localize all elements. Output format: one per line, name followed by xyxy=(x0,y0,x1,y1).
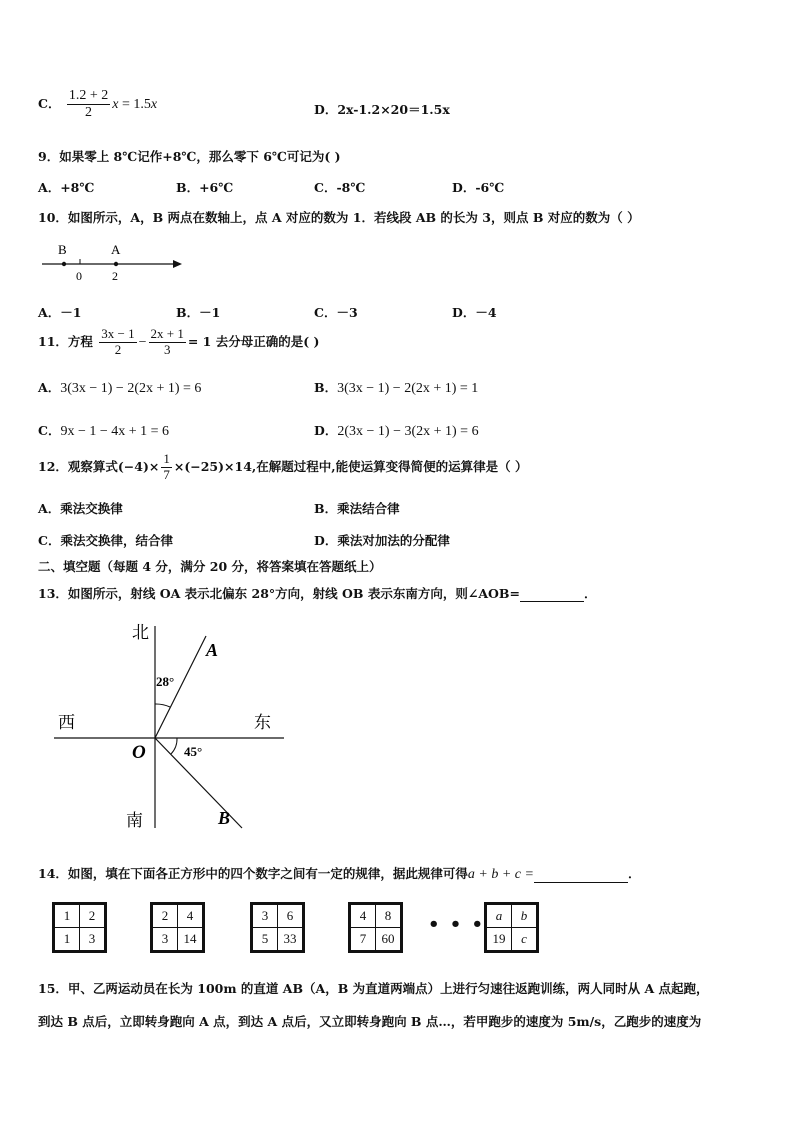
label-west: 西 xyxy=(58,713,75,732)
q15-stem-line-1: 15．甲、乙两运动员在长为 100m 的直道 AB（A，B 为直道两端点）上进行匀速往返跑训练，两人同时从 A 点起跑， xyxy=(38,981,709,996)
label-angle-45: 45° xyxy=(184,744,203,759)
label-a: A xyxy=(206,640,219,660)
q10-option-d: D．－4 xyxy=(452,305,497,320)
q9-option-a: A．+8℃ xyxy=(38,180,95,195)
q11-option-b xyxy=(314,378,478,397)
fraction-denominator: 2 xyxy=(85,105,93,121)
equation-rhs: = 1.5 xyxy=(118,97,151,113)
option-label: A． xyxy=(38,380,61,395)
q12-option-a: A．乘法交换律 xyxy=(38,501,123,516)
grid-cell: 1 xyxy=(55,905,80,928)
grid-cell: 3 xyxy=(253,905,278,928)
q10-stem: 10．如图所示，A，B 两点在数轴上，点 A 对应的数为 1．若线段 AB 的长为 3，则点 B 对应的数为（ ） xyxy=(38,210,640,225)
variable: x xyxy=(150,97,158,113)
fraction-numerator: 1 xyxy=(163,451,170,466)
grid-cell: c xyxy=(512,928,537,951)
label-a: A xyxy=(111,242,121,257)
point-a xyxy=(114,262,118,266)
fraction xyxy=(149,327,186,358)
grid-cell: 3 xyxy=(80,928,105,951)
label-north: 北 xyxy=(132,623,149,642)
label-b: B xyxy=(218,808,231,828)
grid-cell: 5 xyxy=(253,928,278,951)
option-expression: 9x − 1 − 4x + 1 = 6 xyxy=(60,424,170,439)
number-grid-1 xyxy=(52,902,107,953)
q12-stem xyxy=(38,452,527,483)
grid-cell: b xyxy=(512,905,537,928)
fraction-numerator: 3x − 1 xyxy=(101,326,135,341)
label-angle-28: 28° xyxy=(156,674,175,689)
angle-arc-28 xyxy=(155,704,170,707)
q11-option-d xyxy=(314,421,479,440)
q14-stem xyxy=(38,864,640,883)
expression: a + b + c = xyxy=(467,867,534,882)
stem-text: ×(−25)×14,在解题过程中,能使运算变得简便的运算律是（ ） xyxy=(173,458,528,474)
q12-option-d: D．乘法对加法的分配律 xyxy=(314,533,450,548)
grid-cell: 4 xyxy=(178,905,203,928)
q9-option-b: B．+6℃ xyxy=(176,180,234,195)
point-b xyxy=(62,262,66,266)
option-label: B． xyxy=(314,380,338,395)
grid-cell: 6 xyxy=(278,905,303,928)
fraction-numerator: 1.2 + 2 xyxy=(67,88,110,105)
q13-stem xyxy=(38,584,596,602)
label-south: 南 xyxy=(126,811,143,830)
q11-stem xyxy=(38,327,319,358)
fraction xyxy=(161,452,172,483)
tick-label-0: 0 xyxy=(76,269,82,283)
grid-cell: 14 xyxy=(178,928,203,951)
tick-label-2: 2 xyxy=(112,269,118,283)
label-b: B xyxy=(58,242,67,257)
q12-option-b: B．乘法结合律 xyxy=(314,501,400,516)
stem-text: 12．观察算式(−4)× xyxy=(38,458,160,474)
fraction-denominator: 7 xyxy=(163,466,170,482)
grid-cell: a xyxy=(487,905,512,928)
q15-stem-line-2: 到达 B 点后，立即转身跑向 A 点，到达 A 点后，又立即转身跑向 B 点…，若甲跑步的速度为 5m/s，乙跑步的速度为 xyxy=(38,1014,702,1029)
ellipsis-dots: • • • xyxy=(428,914,486,935)
grid-cell: 60 xyxy=(376,928,401,951)
grid-cell: 2 xyxy=(80,905,105,928)
number-grid-3 xyxy=(250,902,305,953)
q11-option-a xyxy=(38,378,201,397)
q10-option-a: A．－1 xyxy=(38,305,82,320)
grid-cell: 8 xyxy=(376,905,401,928)
grid-cell: 19 xyxy=(487,928,512,951)
q8-option-d: D．2x-1.2×20＝1.5x xyxy=(314,102,450,117)
arrow-head-icon xyxy=(173,260,182,268)
grid-cell: 3 xyxy=(153,928,178,951)
grid-cell: 2 xyxy=(153,905,178,928)
number-line-figure xyxy=(38,238,198,288)
option-label: D． xyxy=(314,423,338,438)
angle-arc-45 xyxy=(171,738,177,754)
fraction-denominator: 2 xyxy=(114,341,122,357)
stem-text: ． xyxy=(583,586,597,601)
grid-cell: 33 xyxy=(278,928,303,951)
grid-cell: 1 xyxy=(55,928,80,951)
fraction-numerator: 2x + 1 xyxy=(150,326,184,341)
number-grid-4 xyxy=(348,902,403,953)
stem-text: 11．方程 xyxy=(38,333,93,349)
compass-direction-figure xyxy=(46,616,296,836)
fraction-denominator: 3 xyxy=(163,341,171,357)
grid-cell: 4 xyxy=(351,905,376,928)
option-expression: 2(3x − 1) − 3(2x + 1) = 6 xyxy=(337,424,479,439)
fraction xyxy=(67,88,110,121)
label-east: 东 xyxy=(254,713,271,732)
q10-option-c: C．－3 xyxy=(314,305,358,320)
stem-text: ． xyxy=(627,866,641,881)
minus-sign: − xyxy=(138,334,147,350)
q10-option-b: B．－1 xyxy=(176,305,221,320)
stem-text: = 1 去分母正确的是( ) xyxy=(187,333,320,349)
fraction xyxy=(99,327,136,358)
variable: x xyxy=(112,97,119,113)
q9-option-d: D．-6℃ xyxy=(452,180,505,195)
number-grid-last xyxy=(484,902,539,953)
section-heading: 二、填空题（每题 4 分，满分 20 分，将答案填在答题纸上） xyxy=(38,559,382,574)
answer-blank[interactable] xyxy=(534,882,628,883)
option-expression: 3(3x − 1) − 2(2x + 1) = 6 xyxy=(60,381,202,396)
answer-blank[interactable] xyxy=(520,601,584,602)
option-label: C． xyxy=(38,96,61,112)
q11-option-c xyxy=(38,421,169,440)
stem-text: 13．如图所示，射线 OA 表示北偏东 28°方向，射线 OB 表示东南方向，则∠AOB= xyxy=(38,586,520,601)
option-expression: 3(3x − 1) − 2(2x + 1) = 1 xyxy=(337,381,479,396)
grid-cell: 7 xyxy=(351,928,376,951)
q8-option-c xyxy=(38,88,157,121)
label-o: O xyxy=(132,742,146,763)
number-grid-2 xyxy=(150,902,205,953)
q9-stem: 9．如果零上 8℃记作+8℃，那么零下 6℃可记为( ) xyxy=(38,149,341,164)
q9-option-c: C．-8℃ xyxy=(314,180,366,195)
stem-text: 14．如图，填在下面各正方形中的四个数字之间有一定的规律，据此规律可得 xyxy=(38,866,468,881)
option-label: C． xyxy=(38,423,61,438)
q12-option-c: C．乘法交换律，结合律 xyxy=(38,533,173,548)
